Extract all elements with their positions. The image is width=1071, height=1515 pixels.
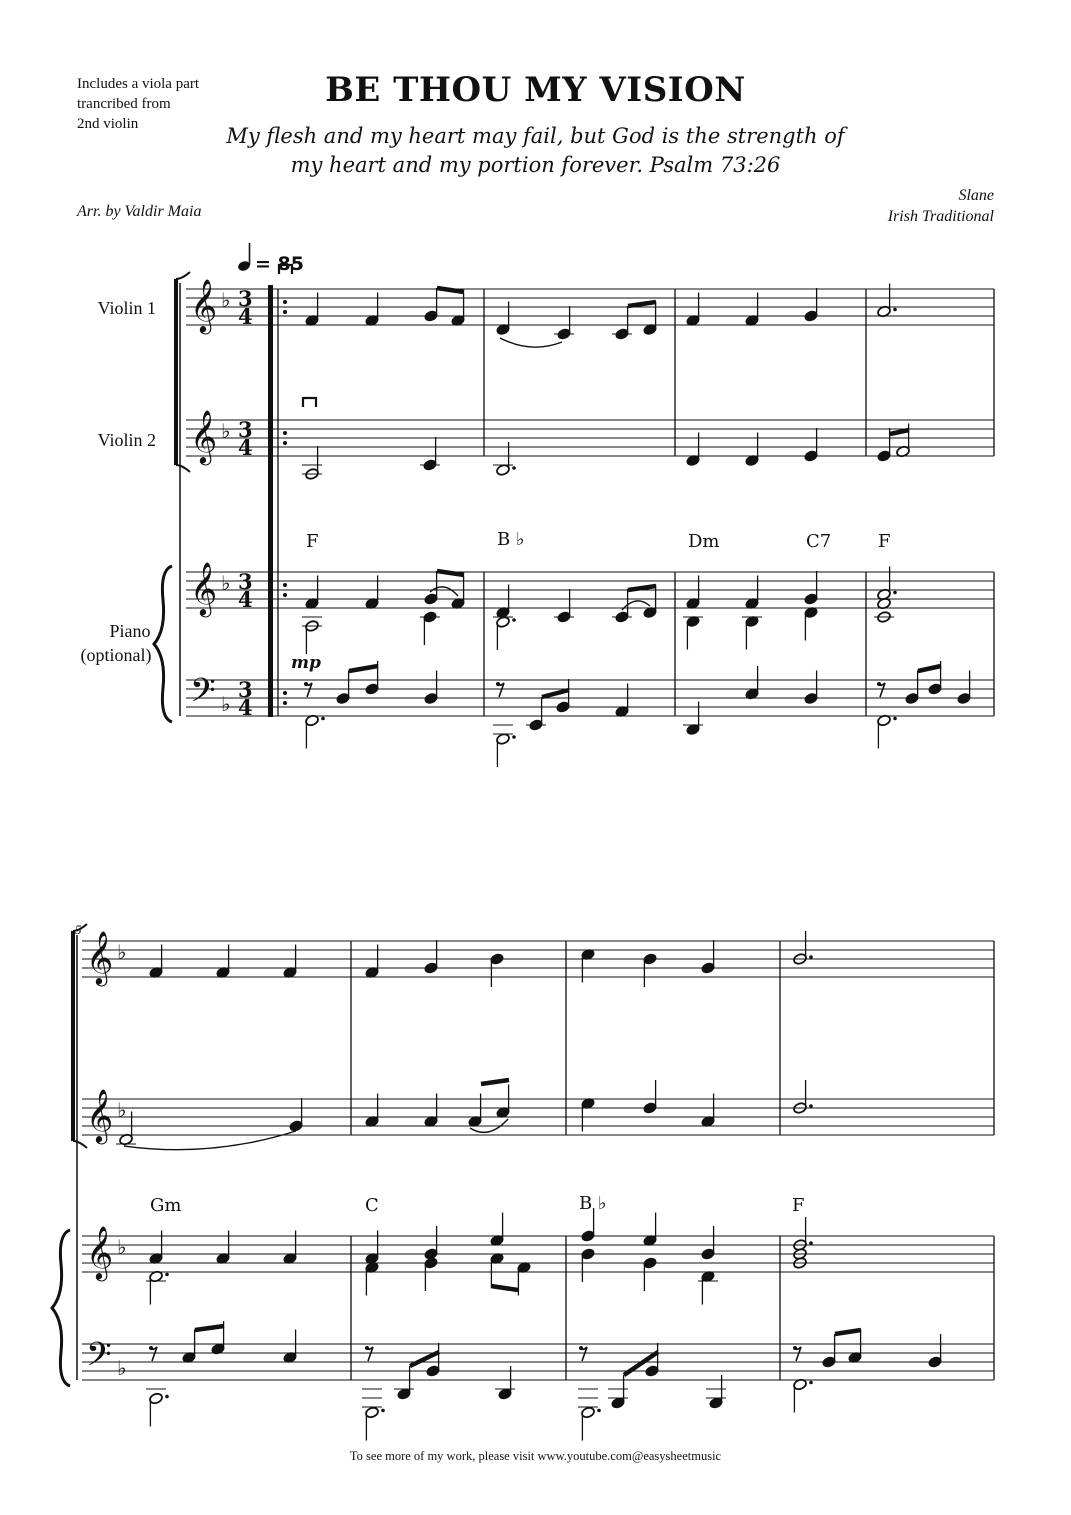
arranger-credit: Arr. by Valdir Maia <box>77 203 202 220</box>
chord-symbol: F <box>306 531 319 552</box>
chord-symbol: B ♭ <box>579 1193 607 1214</box>
barlines-system1 <box>484 289 994 716</box>
piano-brace <box>154 566 172 722</box>
viola-part-note: Includes a viola part trancribed from 2nd violin <box>77 76 200 132</box>
svg-text:3: 3 <box>238 569 253 594</box>
treble-clef-icon: 𝄞 <box>190 409 218 463</box>
flat-key-icon: ♭ <box>117 1098 127 1122</box>
svg-text:4: 4 <box>238 435 253 460</box>
flat-key-icon: ♭ <box>117 940 127 964</box>
page-title: BE THOU MY VISION <box>325 70 746 110</box>
violin2-label: Violin 2 <box>97 430 156 450</box>
flat-key-icon: ♭ <box>117 1235 127 1259</box>
down-bow-icon <box>303 398 316 407</box>
piano-brace <box>52 1230 70 1386</box>
chord-symbol: C <box>365 1195 379 1216</box>
treble-clef-icon: 𝄞 <box>86 1088 114 1142</box>
tune-origin: Irish Traditional <box>887 208 994 225</box>
piano-optional-label: (optional) <box>80 645 152 665</box>
staff-lines-system2 <box>82 941 994 1380</box>
treble-clef-icon: 𝄞 <box>86 1225 114 1279</box>
svg-text:4: 4 <box>238 304 253 329</box>
treble-clef-icon: 𝄞 <box>190 278 218 332</box>
flat-key-icon: ♭ <box>221 419 231 443</box>
measure-number: 5 <box>75 922 82 937</box>
svg-text:4: 4 <box>238 587 253 612</box>
chord-symbol: F <box>792 1195 805 1216</box>
repeat-start-barline <box>268 285 287 717</box>
subtitle-line-1: My flesh and my heart may fail, but God is the strength of <box>226 124 845 148</box>
time-signatures <box>238 286 253 720</box>
chord-symbol: Dm <box>688 531 720 552</box>
bass-clef-icon: 𝄢 <box>190 672 216 718</box>
dynamic-marking: mp <box>291 653 321 673</box>
flat-key-icon: ♭ <box>117 1356 127 1380</box>
barlines-system2 <box>351 941 994 1380</box>
footer-link-text: To see more of my work, please visit www.youtube.com@easysheetmusic <box>349 1449 722 1463</box>
piano-label: Piano <box>109 621 151 641</box>
flat-key-icon: ♭ <box>221 288 231 312</box>
svg-text:3: 3 <box>238 286 253 311</box>
chord-symbol: B ♭ <box>497 529 525 550</box>
tempo-marking <box>237 243 304 275</box>
treble-clef-icon: 𝄞 <box>86 930 114 984</box>
flat-key-icon: ♭ <box>221 571 231 595</box>
svg-text:4: 4 <box>238 695 253 720</box>
flat-key-icon: ♭ <box>221 692 231 716</box>
tune-name: Slane <box>958 187 994 204</box>
tempo-value: = 85 <box>255 253 304 275</box>
system-1 <box>81 243 994 722</box>
chord-symbol: Gm <box>150 1195 182 1216</box>
chord-symbol: C7 <box>806 531 832 552</box>
violin1-label: Violin 1 <box>97 298 156 318</box>
chord-symbol: F <box>878 531 891 552</box>
svg-text:3: 3 <box>238 677 253 702</box>
subtitle-line-2: my heart and my portion forever. Psalm 73:26 <box>290 153 781 177</box>
system-2 <box>52 922 994 1386</box>
treble-clef-icon: 𝄞 <box>190 561 218 615</box>
svg-text:3: 3 <box>238 417 253 442</box>
staff-lines-system1 <box>186 289 994 716</box>
bass-clef-icon: 𝄢 <box>86 1336 112 1382</box>
